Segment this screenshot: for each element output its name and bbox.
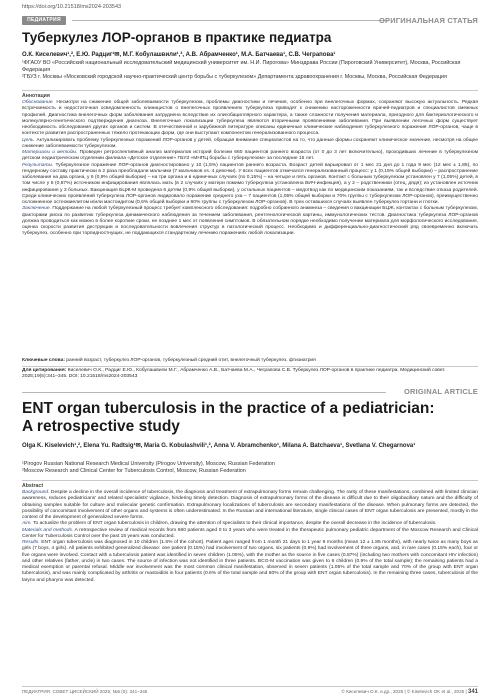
abstract-en-heading: Abstract (22, 483, 44, 489)
section-header-en (22, 387, 478, 397)
abstract-en-background: Background. Despite a decline in the overall incidence of tuberculosis, the diagnosis and treatment of extrapulmonary forms remain challenging. The rarity of these manifestations, combined with limited clinician awareness, reduces pediatricians' and related specialists' vigilance, hindering timely detection. Diagnosis of extrapulmonary forms of the disease is difficult due to their oligobacillary nature and the difficulty of obtaining samples suitable for culture and molecular genetic confirmation. Extrapulmonary localizations of tuberculosis are secondary manifestations of the disease. When pulmonary forms are detected, the possibility of concomitant involvement of other organs and systems is often underestimated. In the Russian and international literature, single clinical cases of ENT organ tuberculosis are presented, mostly in the context of the development of generalized severe forms. (22, 490, 478, 520)
footer-copyright: © Киселевич О.К. и др., 2025 | © Kiselevich OK et al., 2025 | 341 (341, 689, 478, 695)
abstract-en (22, 480, 478, 584)
affiliations-ru (22, 60, 478, 81)
abstract-ru-aim: Цель. Актуализировать проблему туберкулезных поражений ЛОР-органов у детей, обращая внимание специалистов на то, что данные формы сохраняют клиническое значение, несмотря на общее снижение заболеваемости туберкулезом. (22, 137, 478, 149)
authors-ru: О.К. Киселевич¹,², Е.Ю. Радциг¹✉, М.Г. Кобулашвили¹,², А.В. Абрамченко¹, М.А. Батчаева¹, С.В. Чеграпова¹ (22, 52, 336, 58)
section-label-ru: ОРИГИНАЛЬНАЯ СТАТЬЯ (378, 16, 478, 25)
journal-logo: ПЕДИАТРИЯ (22, 16, 66, 25)
page-number: 341 (467, 689, 478, 695)
citation-ru: Для цитирования: Киселевич О.К., Радциг Е.Ю., Кобулашвили М.Г., Абрамченко А.В., Батчаева М.А., Чеграпова С.В. Туберкулез ЛОР-органов в практике педиатра. Медицинский совет. 2025;19(5):341–345. DOI: 10.21518/ms2024-203543 (22, 366, 478, 381)
abstract-en-results: Results. ENT organ tuberculosis was diagnosed in 10 children (1.5% of the cohort). Patient ages ranged from 1 month 21 days to 1 year 9 months (mean 12 ± 1.85 months), with nearly twice as many boys as girls (7 boys, 4 girls). All patients exhibited generalized disease: one patient (0.15%) had involvement of two organs, six patients (0.9%) had involvement of three organs, and, in rare cases (0.15% each), four or five organs were involved. Contact with a tuberculosis patient was identified in seven children (1.05%), with the mother as the source in five cases (0.87%) (including two mothers with concomitant HIV infection) and other relatives (father, uncle) in two cases. The source of infection was not identified in three patients. BCG-M vaccination was given to 6 children (0.9% of the total sample); the remaining patients had a medical exemption or parental refusal. Middle ear involvement was the most common clinical manifestation, observed in seven patients (1.05% of the total sample and 70% of the group with ENT organ tuberculosis), and was mainly complicated by arthritis or mastoiditis in four patients (0.6% of the total sample and 60% of the group with ENT organ tuberculosis). In the remaining three cases, tuberculosis of the larynx and pharynx was detected. (22, 540, 478, 583)
abstract-ru-methods: Материалы и методы. Проведен ретроспективный анализ материалов историй болезни 660 пациентов раннего возраста (от 0 до 3 лет включительно), проходивших лечение в туберкулезном детском педиатрическом отделении филиала «Детское отделение» ГБУЗ «МНПЦ борьбы с туберкулезом» за последние 15 лет. (22, 150, 479, 162)
doi-link[interactable]: https://doi.org/10.21518/ms2024-203543 (22, 4, 122, 10)
abstract-ru-results: Результаты. Туберкулезное поражение ЛОР-органов диагностировано у 10 (1,5%) пациентов раннего возраста. Возраст детей варьировал от 1 мес 21 дня до 1 года 9 мес (12 мес ± 1,85), по гендерному составу практически в 2 раза преобладали мальчики (7 мальчиков vs. 4 девочки). У всех пациентов отмечался генерализованный процесс: у 1 (0,15% общей выборки) – распространение заболевания на два органа, у 6 (0,9% общей выборки) – на три органа и в единичных случаях (по 0,15%) – на четыре и пять органов. Контакт с больным туберкулезом установлен у 7 (1,05%) детей, в том числе у 5 (0,87%) источником инфицирования являлась мать (в 2 случаях у матери помимо туберкулеза установлена ВИЧ-инфекция), а у 2 – родственники (отец, дядя); из установлен источник инфицирования у 3 больных. Вакцинация БЦЖ-М проведена 6 детям (0,9% общей выборки), у остальных пациентов – медотвод как по медицинским показаниям, так и вследствие отказа родителей. Среди клинических проявлений туберкулеза ЛОР-органов лидировало поражение среднего уха – 7 пациентов (1,05% общей выборки и 70% группы с туберкулезом ЛОР-органов), преимущественно осложненное остеомиелитом и/или мастоидитом (0,6% общей выборки и 60% группы с туберкулезом ЛОР-органов). В трех оставшихся случаях выявлен туберкулез гортани и глотки. (22, 162, 478, 205)
abstract-ru-heading: Аннотация (22, 93, 50, 99)
abstract-ru (22, 90, 478, 238)
article-title-en: ENT organ tuberculosis in the practice of a pediatrician: A retrospective study (22, 400, 435, 435)
section-label-en: ORIGINAL ARTICLE (403, 387, 478, 396)
affiliation-en-2: ²Moscow Research and Clinical Center for Tuberculosis Control, Moscow, Russian Federation (22, 468, 246, 474)
abstract-ru-background: Обоснование. Несмотря на снижение общей заболеваемости туберкулезом, проблемы диагностики и лечения, особенно при внелегочных формах, сохраняют высокую актуальность. Редкая встречаемость и недостаточная осведомленность клиницистов о внелегочных проявлениях туберкулеза приводят к снижению настороженности врачей-педиатров и специалистов смежных профилей. Диагностика внелегочных форм заболевания затруднена вследствие их олигобациллярного характера, а также сложности получения материала, пригодного для бактериологического и молекулярно-генетического подтверждения диагноза. Внелегочные локализации туберкулеза являются вторичными проявлениями заболевания. При выявлении легочных форм существует необходимость обследования других органов и систем. В отечественной и зарубежной литературе описаны единичные клинические наблюдения туберкулезного поражения ЛОР-органов, чаще в контексте развития распространенных тяжело протекающих форм, где они выступают компонентом генерализованного процесса. (22, 100, 478, 137)
abstract-en-aim: Aim. To actualize the problem of ENT organ tuberculosis in children, drawing the attention of specialists to their clinical importance, despite the overall decrease in the incidence of tuberculosis. (22, 521, 437, 527)
affiliation-ru-1: ¹ФГАОУ ВО «Российский национальный исследовательский медицинский университет им. Н.И. Пирогова» Минздрава России (Пироговский Университет), Москва, Российская Федерация (22, 60, 461, 73)
affiliation-ru-2: ²ГБУЗ г. Москвы «Московский городской научно-практический центр борьбы с туберкулезом» Департамента здравоохранения г. Москвы, Москва, Российская Федерация (22, 74, 447, 80)
abstract-en-methods: Materials and methods. A retrospective review of medical records from 660 patients aged 0 to 3 years who were treated in the therapeutic pulmonary pediatric department of the Moscow Research and Clinical Center for Tuberculosis Control over the past 15 years was conducted. (22, 527, 478, 539)
abstract-ru-conclusion: Заключение. Поддержание на любой туберкулезный процесс требует комплексного обследования: подробно собранного анамнеза – сведения о вакцинации БЦЖ, контактах с больным туберкулезом, факторами риска по развитию туберкулеза динамического наблюдения за течением заболевания, рентгенологической картины, иммунологических тестов. Диагностика туберкулеза ЛОР-органов должна проводиться как можно в более короткие сроки, не позднее 1 мес от появления симптомов. В обязательном порядке необходимо получение материала для морфологического исследования, оценка скорости развития деструкции и последовательности вовлечения структур в патологический процесс. Необходимо и дифференциально-диагностический ряд своевременно включать туберкулез, особенно при торпидностнущих, не поддающихся стандартному лечению поражениях любой локализации. (22, 206, 478, 237)
affiliation-en-1: ¹Pirogov Russian National Research Medical University (Pirogov University), Moscow, Russian Federation (22, 461, 275, 467)
page-footer (22, 686, 478, 695)
affiliations-en (22, 461, 478, 475)
authors-en: Olga K. Kiselevich¹,², Elena Yu. Radtsig¹✉, Maria G. Kobulashvili¹,², Anna V. Abramchenko¹, Milana A. Batchaeva¹, Svetlana V. Chegarnova¹ (22, 443, 416, 449)
article-title-ru: Туберкулез ЛОР-органов в практике педиатра (22, 30, 332, 45)
footer-journal: ПЕДИАТРИЯ. СОВЕТ ЦИСЕЙСКИЙ 2025; №5 (5): 341–346 (22, 689, 148, 694)
header-divider (72, 20, 388, 21)
header-divider-en (22, 392, 386, 393)
section-header-ru (22, 16, 478, 28)
keywords-ru: Ключевые слова: ранний возраст, туберкулез ЛОР-органов, туберкулезный средний отит, внелегочный туберкулез, фтизиатрия (22, 358, 316, 363)
